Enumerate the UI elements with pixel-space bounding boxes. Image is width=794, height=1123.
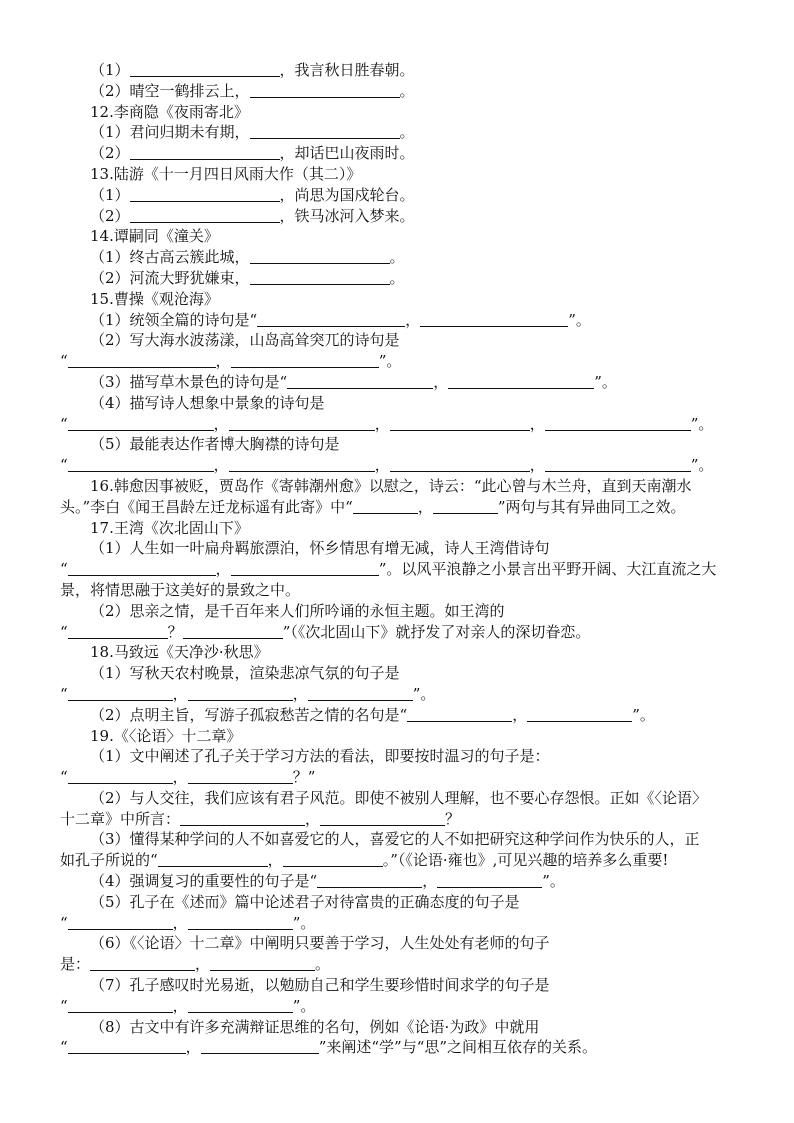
question-line: “ ， ”。以风平浪静之小景言出平野开阔、大江直流之大	[60, 560, 717, 579]
section-heading: 12.李商隐《夜雨寄北》	[90, 102, 249, 121]
answer-blank[interactable]	[68, 768, 173, 784]
answer-blank[interactable]	[130, 61, 280, 77]
question-line: 是： ， 。	[60, 955, 331, 974]
question-line: （1）君问归期未有期， 。	[90, 123, 415, 142]
answer-blank[interactable]	[183, 623, 283, 639]
question-line: （2）点明主旨，写游子孤寂愁苦之情的名句是“ ， ”。	[90, 705, 655, 724]
question-line: “ ， ？”	[60, 768, 316, 787]
question-line: （6）《〈论语〉十二章》中阐明只要善于学习，人生处处有老师的句子	[90, 934, 550, 953]
question-line: （8）古文中有许多充满辩证思维的名句，例如《论语·为政》中就用	[90, 1017, 540, 1036]
answer-blank[interactable]	[390, 456, 530, 472]
answer-blank[interactable]	[527, 706, 632, 722]
question-line: “ ， ”。	[60, 913, 316, 932]
question-line: （4）描写诗人想象中景象的诗句是	[90, 393, 325, 412]
answer-blank[interactable]	[68, 1038, 186, 1054]
question-line: （2） ，却话巴山夜雨时。	[90, 144, 415, 163]
answer-blank[interactable]	[180, 810, 305, 826]
answer-blank[interactable]	[90, 955, 195, 971]
answer-blank[interactable]	[158, 851, 268, 867]
question-line: （1）文中阐述了孔子关于学习方法的看法，即要按时温习的句子是：	[90, 747, 550, 766]
answer-blank[interactable]	[250, 123, 400, 139]
question-line: （1）统领全篇的诗句是“ ， ”。	[90, 310, 591, 329]
question-line: “ ？ ”（《次北固山下》就抒发了对亲人的深切眷恋。	[60, 622, 591, 641]
question-line: 景，将情思融于这美好的景致之中。	[60, 580, 301, 599]
answer-blank[interactable]	[130, 186, 280, 202]
answer-blank[interactable]	[407, 706, 512, 722]
question-line: （5）孔子在《述而》篇中论述君子对待富贵的正确态度的句子是	[90, 892, 520, 911]
answer-blank[interactable]	[250, 269, 390, 285]
question-line: （1）终古高云簇此城， 。	[90, 248, 405, 267]
answer-blank[interactable]	[231, 352, 379, 368]
answer-blank[interactable]	[229, 415, 375, 431]
answer-blank[interactable]	[353, 498, 418, 514]
question-line: “ ， ， ”。	[60, 684, 436, 703]
answer-blank[interactable]	[130, 207, 280, 223]
question-line: 如孔子所说的“ ， 。”（《论语·雍也》,可见兴趣的培养多么重要!	[60, 851, 669, 870]
answer-blank[interactable]	[188, 997, 293, 1013]
question-line: （1）写秋天农村晚景，渲染悲凉气氛的句子是	[90, 664, 400, 683]
answer-blank[interactable]	[188, 914, 293, 930]
question-line: （2）与人交往，我们应该有君子风范。即使不被别人理解，也不要心存怨恨。正如《〈论语〉	[90, 788, 708, 807]
answer-blank[interactable]	[68, 415, 214, 431]
answer-blank[interactable]	[545, 456, 691, 472]
section-heading: 14.谭嗣同《潼关》	[90, 227, 219, 246]
answer-blank[interactable]	[308, 685, 413, 701]
answer-blank[interactable]	[130, 144, 280, 160]
answer-blank[interactable]	[68, 352, 216, 368]
answer-blank[interactable]	[188, 768, 293, 784]
question-line: （7）孔子感叹时光易逝，以勉励自己和学生要珍惜时间求学的句子是	[90, 976, 550, 995]
question-line: （3）描写草木景色的诗句是“ ， ”。	[90, 372, 617, 391]
answer-blank[interactable]	[420, 311, 568, 327]
answer-blank[interactable]	[68, 997, 173, 1013]
answer-blank[interactable]	[448, 373, 594, 389]
answer-blank[interactable]	[68, 685, 173, 701]
answer-blank[interactable]	[68, 623, 168, 639]
question-line: （2）写大海水波荡漾，山岛高耸突兀的诗句是	[90, 331, 400, 350]
answer-blank[interactable]	[283, 851, 383, 867]
answer-blank[interactable]	[201, 1038, 319, 1054]
section-heading: 15.曹操《观沧海》	[90, 289, 219, 308]
answer-blank[interactable]	[68, 914, 173, 930]
question-line: （2）思亲之情，是千百年来人们所吟诵的永恒主题。如王湾的	[90, 601, 505, 620]
section-heading: 19.《〈论语〉十二章》	[90, 726, 242, 745]
answer-blank[interactable]	[210, 955, 315, 971]
answer-blank[interactable]	[545, 415, 691, 431]
question-line: “ ， ”。	[60, 996, 316, 1015]
question-line: 十二章》中所言： ， ？	[60, 809, 461, 828]
answer-blank[interactable]	[68, 560, 216, 576]
section-heading: 17.王湾《次北固山下》	[90, 518, 249, 537]
answer-blank[interactable]	[257, 311, 405, 327]
question-line: （1）人生如一叶扁舟羁旅漂泊，怀乡情思有增无减，诗人王湾借诗句	[90, 539, 550, 558]
answer-blank[interactable]	[231, 560, 379, 576]
question-line: （4）强调复习的重要性的句子是“ ， ”。	[90, 872, 565, 891]
question-line: （1） ，我言秋日胜春朝。	[90, 61, 415, 79]
answer-blank[interactable]	[68, 456, 214, 472]
answer-blank[interactable]	[250, 82, 400, 98]
answer-blank[interactable]	[250, 248, 390, 264]
answer-blank[interactable]	[188, 685, 293, 701]
question-line: “ ， ， ， ”。	[60, 456, 714, 475]
section-heading: 18.马致远《天净沙·秋思》	[90, 643, 269, 662]
worksheet-content	[60, 60, 730, 1058]
question-line: 16.韩愈因事被贬，贾岛作《寄韩潮州愈》以慰之，诗云：“此心曾与木兰舟，直到天南潮水	[90, 476, 692, 495]
question-line: （5）最能表达作者博大胸襟的诗句是	[90, 435, 340, 454]
question-line: “ ， ”。	[60, 352, 402, 371]
question-line: （2） ，铁马冰河入梦来。	[90, 206, 415, 225]
answer-blank[interactable]	[320, 810, 445, 826]
question-line: （2）晴空一鹤排云上， 。	[90, 81, 415, 100]
question-line: “ ， ”来阐述“学”与“思”之间相互依存的关系。	[60, 1038, 598, 1057]
question-line: “ ， ， ， ”。	[60, 414, 714, 433]
answer-blank[interactable]	[229, 456, 375, 472]
question-line: （1） ，尚思为国戍轮台。	[90, 185, 415, 204]
question-line: （3）懂得某种学问的人不如喜爱它的人，喜爱它的人不如把研究这种学问作为快乐的人，正	[90, 830, 700, 849]
answer-blank[interactable]	[433, 498, 498, 514]
answer-blank[interactable]	[317, 872, 422, 888]
question-line: （2）河流大野犹嫌束， 。	[90, 268, 405, 287]
answer-blank[interactable]	[390, 415, 530, 431]
answer-blank[interactable]	[437, 872, 542, 888]
question-line: 头。”李白《闻王昌龄左迁龙标遥有此寄》中“ ， ”两句与其有异曲同工之效。	[60, 497, 686, 516]
answer-blank[interactable]	[287, 373, 433, 389]
section-heading: 13.陆游《十一月四日风雨大作（其二）》	[90, 164, 362, 183]
